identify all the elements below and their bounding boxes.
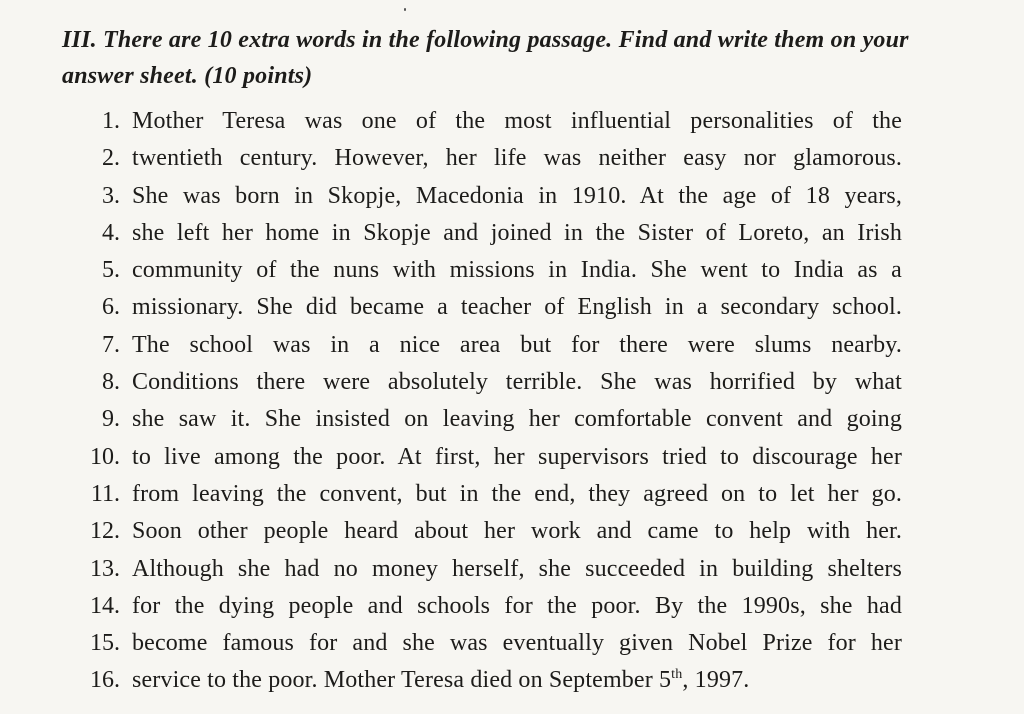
ink-speck xyxy=(404,8,406,11)
passage-line xyxy=(62,257,984,294)
line-number: 5. xyxy=(102,257,120,284)
passage-line xyxy=(62,369,984,406)
line-text: community of the nuns with missions in India. She went to India as a xyxy=(132,257,902,284)
line-number: 15. xyxy=(90,630,120,657)
line-text: for the dying people and schools for the poor. By the 1990s, she had xyxy=(132,592,902,619)
line-text: Conditions there were absolutely terrible. She was horrified by what xyxy=(132,369,902,396)
passage-line xyxy=(62,444,984,481)
line-text: become famous for and she was eventually given Nobel Prize for her xyxy=(132,630,902,657)
line-text: Mother Teresa was one of the most influential personalities of the xyxy=(132,108,902,134)
passage-line xyxy=(62,593,984,630)
line-number: 13. xyxy=(90,555,120,582)
line-number: 8. xyxy=(102,369,120,396)
line-number: 7. xyxy=(102,331,120,358)
line-text: from leaving the convent, but in the end, they agreed on to let her go. xyxy=(132,480,902,507)
passage-line xyxy=(62,556,984,593)
passage-line xyxy=(62,481,984,518)
passage-line xyxy=(62,108,984,145)
line-text: She was born in Skopje, Macedonia in 1910. At the age of 18 years, xyxy=(132,182,902,209)
ordinal-suffix: th xyxy=(671,667,683,683)
line-number: 4. xyxy=(102,219,120,246)
line-number: 16. xyxy=(90,667,120,694)
line-text: missionary. She did became a teacher of English in a secondary school. xyxy=(132,294,902,321)
line-number: 14. xyxy=(90,592,120,619)
line-text: The school was in a nice area but for there were slums nearby. xyxy=(132,331,902,358)
passage-line xyxy=(62,518,984,555)
passage-line xyxy=(62,220,984,257)
line-text: service to the poor. Mother Teresa died on September 5th, 1997. xyxy=(132,667,750,694)
passage-line xyxy=(62,145,984,182)
line-number: 9. xyxy=(102,406,120,433)
line-number: 6. xyxy=(102,294,120,321)
passage xyxy=(62,108,984,705)
line-number: 3. xyxy=(102,182,120,209)
passage-line xyxy=(62,183,984,220)
exercise-instruction: III. There are 10 extra words in the following passage. Find and write them on your answer sheet. (10 points) xyxy=(62,27,909,89)
line-number: 2. xyxy=(102,145,120,172)
line-text: she left her home in Skopje and joined in the Sister of Loreto, an Irish xyxy=(132,219,902,246)
line-text: to live among the poor. At first, her supervisors tried to discourage her xyxy=(132,443,902,470)
line-text: twentieth century. However, her life was neither easy nor glamorous. xyxy=(132,145,902,172)
line-text: she saw it. She insisted on leaving her comfortable convent and going xyxy=(132,406,902,433)
passage-line xyxy=(62,667,984,704)
passage-line xyxy=(62,294,984,331)
line-number: 12. xyxy=(90,518,120,545)
line-text: Soon other people heard about her work and came to help with her. xyxy=(132,518,902,545)
line-text: Although she had no money herself, she succeeded in building shelters xyxy=(132,555,902,582)
line-number: 1. xyxy=(102,108,120,134)
passage-line xyxy=(62,630,984,667)
line-number: 10. xyxy=(90,443,120,470)
passage-line xyxy=(62,332,984,369)
passage-line xyxy=(62,406,984,443)
line-number: 11. xyxy=(90,480,120,507)
